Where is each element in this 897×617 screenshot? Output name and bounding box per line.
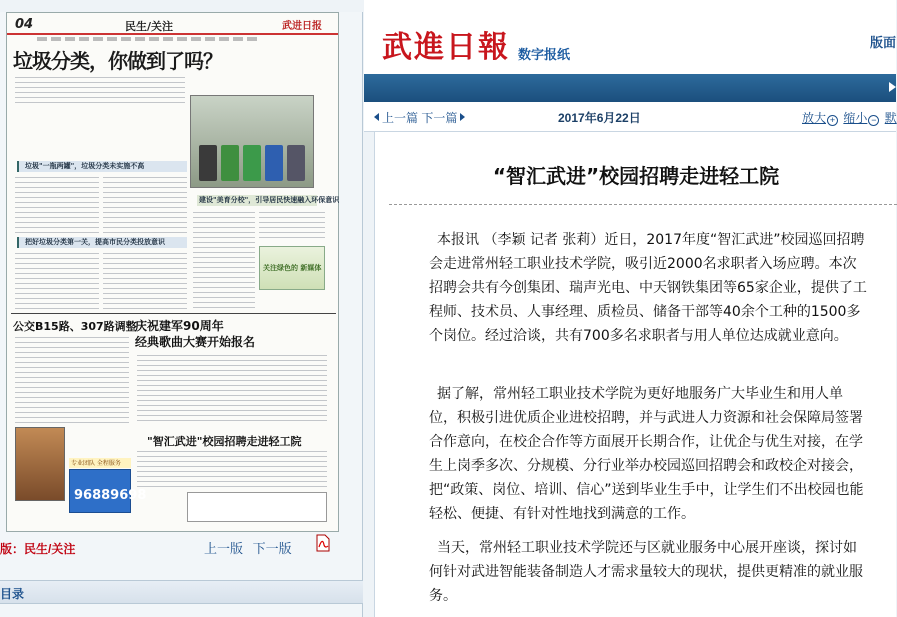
next-article-link[interactable]: 下一篇 [421,111,458,125]
article-paragraph: 本报讯 （李颖 记者 张莉）近日，2017年度“智汇武进”校园巡回招聘会走进常州轻工职业技术学院，吸引近2000名求职者入场应聘。本次招聘会共有今创集团、瑞声光电、中天钢铁集团等65家企业，提供了工程师、技术员、人事经理、质检员、储备干部等40余个工种的1500多个岗位。经过洽谈，共有700多名求职者与用人单位达成就业意向。 [429,232,867,344]
classified-ad[interactable] [187,492,327,522]
default-size-button[interactable]: 默 [884,111,897,125]
page-section: 民生/关注 [125,20,174,33]
issue-date: 2017年6月22日 [558,111,641,125]
right-arrow-icon [460,113,465,121]
plus-icon[interactable]: + [827,115,838,126]
toc-header[interactable] [0,580,363,604]
newspaper-logo[interactable]: 武進日報 [382,30,510,65]
text-block [15,251,99,311]
text-block [137,449,327,489]
bin-icon [221,145,239,181]
page-logo: 武进日报 [282,21,322,32]
page-pager [204,538,298,557]
ad-tagline: 专业团队 全程服务 [69,458,131,468]
prev-article-link[interactable]: 上一篇 [382,111,419,125]
text-block [15,335,129,425]
page-header [7,13,338,35]
subhead-box-1: 垃圾"一瓶两罐"，垃圾分类未实施不高 [17,161,187,172]
story-army-day-line2[interactable]: 经典歌曲大赛开始报名 [135,335,256,349]
article-title: “智汇武进”校园招聘走进轻工院 [492,164,780,188]
prev-page-link[interactable]: 上一版 [204,541,244,556]
title-divider [389,204,897,205]
article-paragraph: 据了解，常州轻工职业技术学院为更好地服务广大毕业生和用人单位，积极引进优质企业进校招聘，并与武进人力资源和社会保障局签署合作意向，在校企合作等方面展开长期合作，让优企与优生对接，在学生上岗季多次、分规模、分行业举办校园巡回招聘会和政校企对接会，把“政策、岗位、培训、信心”送到毕业生手中，让学生们不出校园也能轻松、便捷、有针对性地找到满意的工作。 [429,386,864,522]
bin-icon [199,145,217,181]
newspaper-page-thumbnail[interactable] [6,12,339,532]
zoom-out-button[interactable]: 缩小 [843,111,868,125]
text-block [259,210,325,242]
article-content [374,132,896,617]
page-dateline [37,37,257,41]
story-campus-recruitment[interactable]: "智汇武进"校园招聘走进轻工院 [147,435,302,448]
bin-icon [243,145,261,181]
ad-phone-number: 96889698 [74,488,147,503]
text-block [137,353,327,423]
text-block [103,251,187,311]
edition-label: 版：民生/关注 [0,542,76,556]
toc-label: 目录 [0,587,25,601]
text-block [15,75,185,105]
divider [11,313,336,314]
header-bar [364,74,896,102]
bin-icon [287,145,305,181]
page-number: 04 [15,17,34,32]
article-nav [364,102,896,132]
site-subtitle: 数字报纸 [518,47,571,62]
zoom-in-button[interactable]: 放大 [802,111,827,125]
pdf-icon[interactable] [316,534,330,552]
page-view-panel [0,12,363,617]
photo-caption: 建设"美育分校"，引导居民快速融入环保意识 [199,196,340,204]
expand-arrow-icon[interactable] [889,82,896,92]
site-header [364,0,896,74]
page-headline[interactable]: 垃圾分类，你做到了吗？ [13,49,222,73]
edition-nav-link[interactable]: 版面 [869,35,896,50]
zoom-controls [802,109,897,126]
text-block [15,175,99,233]
next-page-link[interactable]: 下一版 [252,541,292,556]
article-pager [374,109,465,126]
trash-bins-photo[interactable] [190,95,314,188]
story-army-day-line1[interactable]: 庆祝建军90周年 [135,319,224,333]
subhead-box-2: 把好垃圾分类第一关，提高市民分类投放意识 [17,237,187,248]
article-paragraph: 当天，常州轻工职业技术学院还与区就业服务中心展开座谈，探讨如何针对武进智能装备制造人才需求量较大的现状，提供更精准的就业服务。 [429,540,863,604]
phone-ad[interactable] [69,469,147,513]
story-bus-routes[interactable]: 公交B15路、307路调整 [13,320,137,333]
text-block [103,175,187,233]
ad-thumbnail-label: 关注绿色的 新媒体 [263,264,322,272]
left-arrow-icon [374,113,379,121]
ad-thumbnail[interactable] [259,246,325,290]
ad-image[interactable] [15,427,65,501]
text-block [193,210,255,312]
bin-icon [265,145,283,181]
minus-icon[interactable]: − [868,115,879,126]
